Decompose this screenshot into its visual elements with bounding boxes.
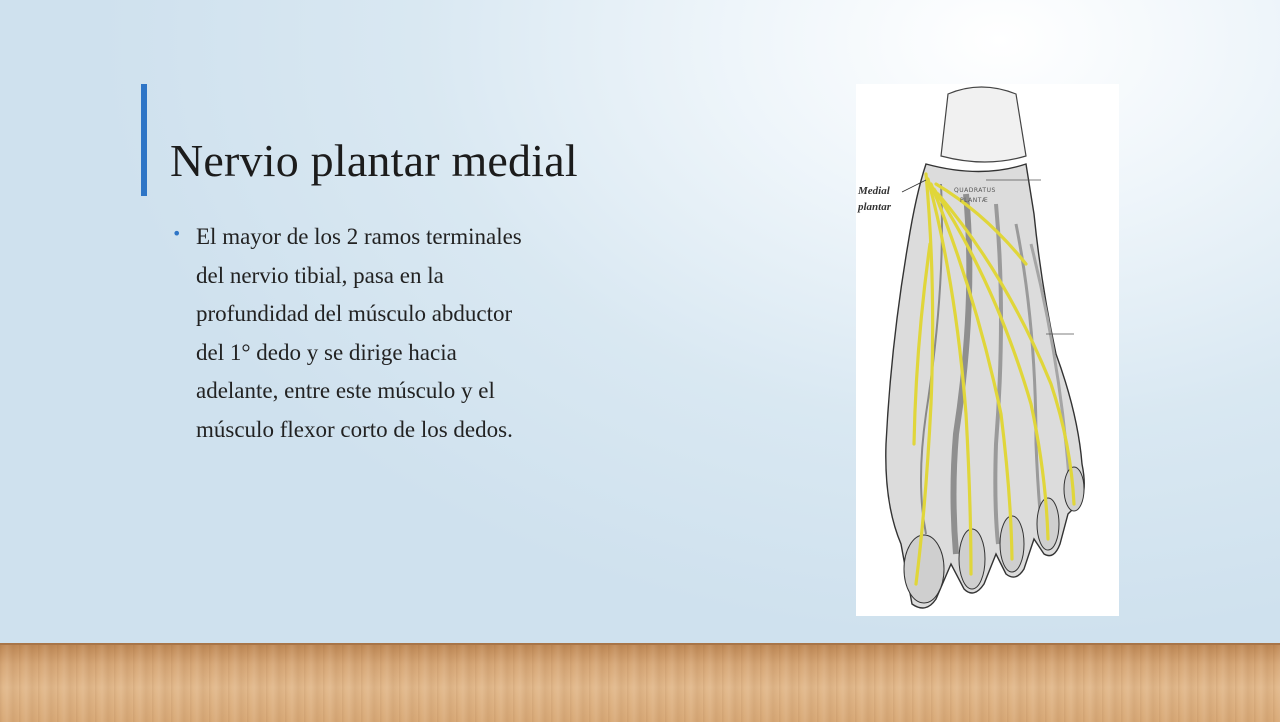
figure-label-medial: Medial: [858, 185, 890, 197]
bullet-dot-icon: •: [172, 224, 182, 243]
figure-muscle-label: PLANTÆ: [960, 197, 989, 204]
wood-floor-decoration: [0, 643, 1280, 722]
bullet-line: del 1° dedo y se dirige hacia: [196, 339, 457, 365]
title-accent-bar: [141, 84, 147, 196]
foot-anatomy-illustration: [856, 84, 1119, 616]
figure-muscle-label: QUADRATUS: [954, 187, 996, 194]
figure-label-plantar: plantar: [858, 201, 892, 213]
bullet-line: músculo flexor corto de los dedos.: [196, 416, 513, 442]
bullet-line: El mayor de los 2 ramos terminales: [196, 224, 522, 249]
bullet-line: profundidad del músculo abductor: [196, 301, 513, 326]
foot-anatomy-figure: [856, 84, 1119, 616]
slide-title: Nervio plantar medial: [170, 135, 578, 186]
heel-shape: [941, 87, 1026, 162]
toe-shape: [904, 535, 944, 603]
bullet-line: adelante, entre este músculo y el: [196, 378, 495, 403]
bullet-item: [172, 218, 622, 449]
bullet-line: del nervio tibial, pasa en la: [196, 262, 444, 288]
bullet-list: [172, 218, 622, 449]
bullet-text: [196, 218, 622, 449]
